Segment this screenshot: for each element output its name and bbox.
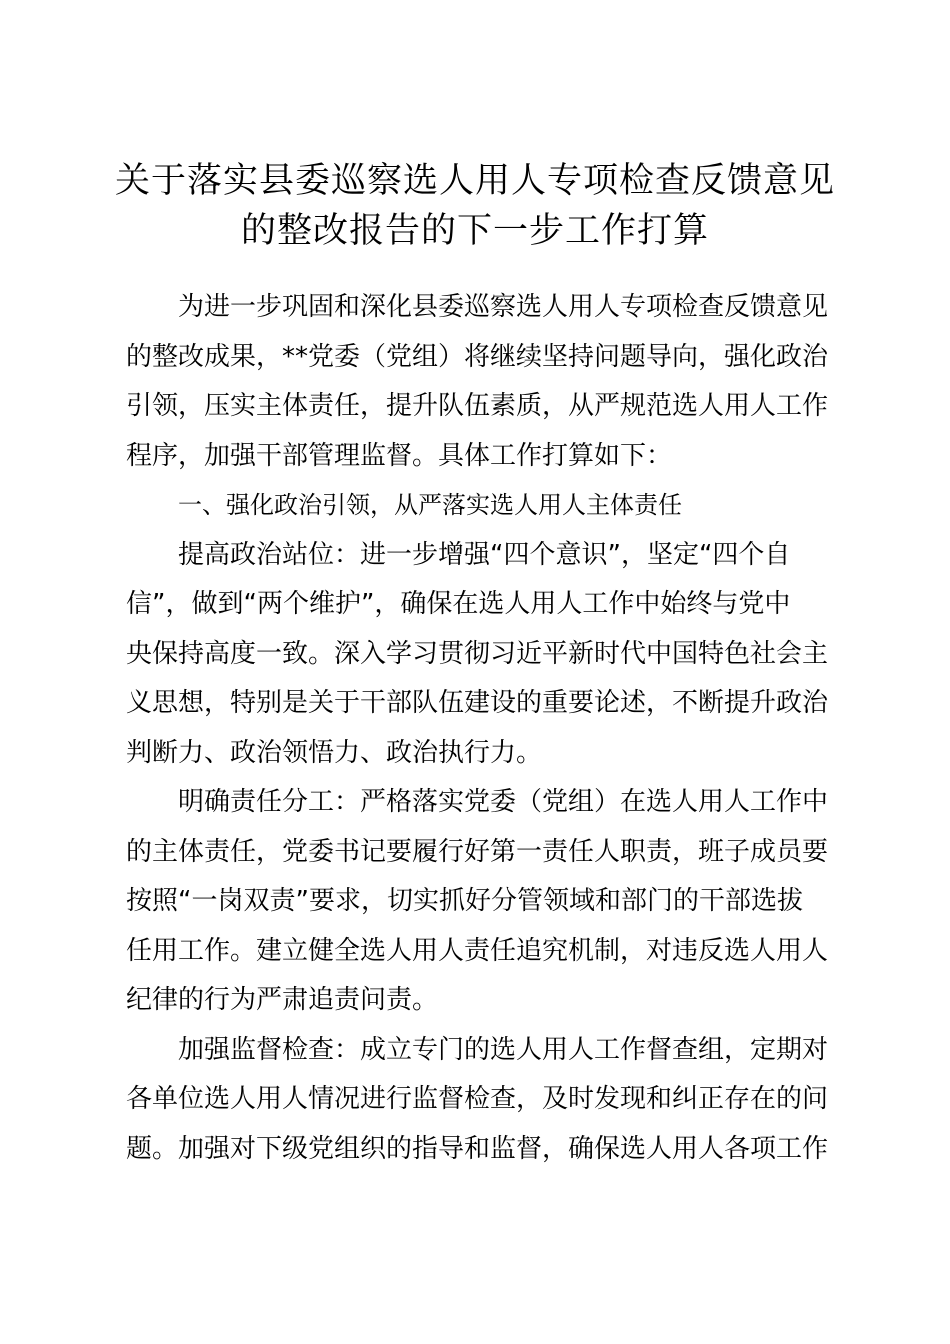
text-line: 判断力、政治领悟力、政治执行力。 — [126, 737, 543, 768]
text-line: 引领，压实主体责任，提升队伍素质，从严规范选人用人工作 — [126, 391, 829, 421]
document-body — [126, 283, 840, 1174]
text-line: 为进一步巩固和深化县委巡察选人用人专项检查反馈意见 — [178, 292, 829, 322]
text-line: 加强监督检查：成立专门的选人用人工作督查组，定期对 — [178, 1034, 829, 1065]
text-line: 央保持高度一致。深入学习贯彻习近平新时代中国特色社会主 — [126, 638, 829, 669]
supervision-paragraph — [126, 1026, 840, 1175]
text-line: 按照“一岗双责”要求，切实抓好分管领域和部门的干部选拔 — [126, 886, 803, 916]
title-line-1: 关于落实县委巡察选人用人专项检查反馈意见 — [114, 161, 835, 201]
political-stance-paragraph — [126, 531, 840, 779]
document-title — [100, 156, 850, 256]
responsibility-paragraph — [126, 778, 840, 1026]
text-line: 程序，加强干部管理监督。具体工作打算如下： — [126, 440, 673, 471]
text-line: 的主体责任，党委书记要履行好第一责任人职责，班子成员要 — [126, 836, 829, 867]
title-line-2: 的整改报告的下一步工作打算 — [240, 211, 709, 251]
text-line: 信”，做到“两个维护”，确保在选人用人工作中始终与党中 — [126, 589, 791, 619]
text-line: 纪律的行为严肃追责问责。 — [126, 985, 439, 1015]
text-line: 义思想，特别是关于干部队伍建设的重要论述，不断提升政治 — [126, 688, 829, 718]
text-line: 任用工作。建立健全选人用人责任追究机制，对违反选人用人 — [126, 935, 829, 966]
text-line: 的整改成果，**党委（党组）将继续坚持问题导向，强化政治 — [126, 341, 829, 372]
text-line: 各单位选人用人情况进行监督检查，及时发现和纠正存在的问 — [126, 1084, 829, 1114]
section-heading-1: 一、强化政治引领，从严落实选人用人主体责任 — [178, 491, 682, 519]
text-line: 明确责任分工：严格落实党委（党组）在选人用人工作中 — [178, 787, 829, 817]
text-line: 提高政治站位：进一步增强“四个意识”，坚定“四个自 — [178, 539, 791, 570]
text-line: 题。加强对下级党组织的指导和监督，确保选人用人各项工作 — [126, 1133, 829, 1164]
intro-paragraph — [126, 283, 840, 481]
